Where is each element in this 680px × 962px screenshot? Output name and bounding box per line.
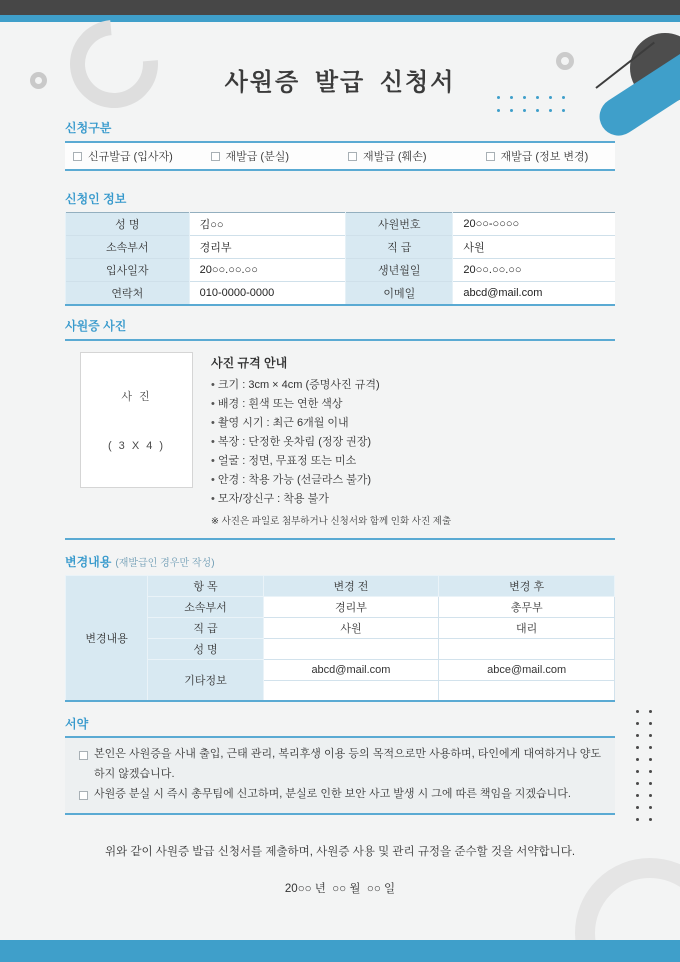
field-value-email: abcd@mail.com bbox=[453, 282, 615, 305]
field-value-name: 김○○ bbox=[189, 213, 346, 236]
list-item: • 복장 : 단정한 옷차림 (정장 권장) bbox=[211, 433, 615, 452]
table-row bbox=[66, 596, 615, 617]
change-after: 대리 bbox=[439, 617, 615, 638]
column-header: 변경 후 bbox=[439, 575, 615, 596]
pledge-box bbox=[65, 736, 615, 815]
checkbox-icon[interactable] bbox=[79, 791, 88, 800]
apply-type-option-reissue-damaged[interactable] bbox=[340, 148, 478, 164]
field-label: 이메일 bbox=[346, 282, 453, 305]
list-item: • 모자/장신구 : 착용 불가 bbox=[211, 490, 615, 509]
pledge-text: 사원증 분실 시 즉시 총무팀에 신고하며, 분실로 인한 보안 사고 발생 시 그에 따른 책임을 지겠습니다. bbox=[94, 787, 571, 800]
column-header: 변경 전 bbox=[263, 575, 439, 596]
checkbox-icon[interactable] bbox=[211, 152, 220, 161]
table-row bbox=[66, 236, 616, 259]
table-row bbox=[66, 638, 615, 659]
top-dark-bar bbox=[0, 0, 680, 15]
applicant-info-table bbox=[65, 212, 615, 306]
closing-statement: 위와 같이 사원증 발급 신청서를 제출하며, 사원증 사용 및 관리 규정을 준수할 것을 서약합니다. bbox=[104, 846, 576, 859]
change-item: 직 급 bbox=[148, 617, 263, 638]
apply-type-options bbox=[65, 141, 615, 171]
table-header-row bbox=[66, 575, 615, 596]
checkbox-icon[interactable] bbox=[486, 152, 495, 161]
field-label: 입사일자 bbox=[66, 259, 190, 282]
table-row bbox=[66, 282, 616, 305]
field-value-position: 사원 bbox=[453, 236, 615, 259]
field-label: 사원번호 bbox=[346, 213, 453, 236]
change-after bbox=[439, 680, 615, 701]
field-value-join-date: 20○○.○○.○○ bbox=[189, 259, 346, 282]
change-before bbox=[263, 680, 439, 701]
changes-table bbox=[65, 575, 615, 703]
change-before: 사원 bbox=[263, 617, 439, 638]
checkbox-icon[interactable] bbox=[348, 152, 357, 161]
table-row bbox=[66, 213, 616, 236]
change-before: abcd@mail.com bbox=[263, 659, 439, 680]
date-line: 20○○ 년 ○○ 월 ○○ 일 bbox=[284, 883, 396, 896]
change-before bbox=[263, 638, 439, 659]
change-before: 경리부 bbox=[263, 596, 439, 617]
pledge-text: 본인은 사원증을 사내 출입, 근태 관리, 복리후생 이용 등의 목적으로만 사용하며, 타인에게 대여하거나 양도하지 않겠습니다. bbox=[94, 748, 601, 780]
section-heading-photo: 사원증 사진 bbox=[65, 318, 127, 333]
change-after: abce@mail.com bbox=[439, 659, 615, 680]
option-label: 재발급 (정보 변경) bbox=[500, 151, 589, 163]
option-label: 신규발급 (입사자) bbox=[88, 151, 173, 163]
apply-type-option-reissue-lost[interactable] bbox=[203, 148, 341, 164]
field-value-phone: 010-0000-0000 bbox=[189, 282, 346, 305]
section-heading-label: 변경내용 bbox=[65, 554, 112, 569]
column-header: 항 목 bbox=[148, 575, 263, 596]
section-heading-pledge: 서약 bbox=[65, 717, 89, 731]
field-label: 생년월일 bbox=[346, 259, 453, 282]
table-row bbox=[66, 659, 615, 680]
photo-guide-list bbox=[211, 376, 615, 509]
photo-placeholder-label: 사 진 bbox=[121, 390, 152, 403]
field-label: 연락처 bbox=[66, 282, 190, 305]
photo-guide-title: 사진 규격 안내 bbox=[211, 355, 288, 370]
section-heading-apply-type: 신청구분 bbox=[65, 121, 112, 135]
bottom-accent-bar bbox=[0, 940, 680, 962]
form-content bbox=[0, 62, 680, 962]
change-after bbox=[439, 638, 615, 659]
change-after: 총무부 bbox=[439, 596, 615, 617]
table-row bbox=[66, 259, 616, 282]
changes-side-label: 변경내용 bbox=[66, 575, 148, 701]
list-item: • 크기 : 3cm × 4cm (증명사진 규격) bbox=[211, 376, 615, 395]
change-item: 소속부서 bbox=[148, 596, 263, 617]
apply-type-option-new[interactable] bbox=[65, 148, 203, 164]
list-item: • 배경 : 흰색 또는 연한 색상 bbox=[211, 395, 615, 414]
field-value-birth-date: 20○○.○○.○○ bbox=[453, 259, 615, 282]
apply-type-option-reissue-infochange[interactable] bbox=[478, 148, 616, 164]
checkbox-icon[interactable] bbox=[73, 152, 82, 161]
field-label: 소속부서 bbox=[66, 236, 190, 259]
field-label: 직 급 bbox=[346, 236, 453, 259]
photo-placeholder-size: ( 3 X 4 ) bbox=[107, 439, 166, 452]
option-label: 재발급 (분실) bbox=[225, 151, 290, 163]
photo-section bbox=[65, 339, 615, 540]
field-value-employee-no: 20○○-○○○○ bbox=[453, 213, 615, 236]
page-title: 사원증 발급 신청서 bbox=[224, 69, 456, 96]
section-heading-applicant: 신청인 정보 bbox=[65, 192, 127, 206]
field-label: 성 명 bbox=[66, 213, 190, 236]
list-item: • 안경 : 착용 가능 (선글라스 불가) bbox=[211, 471, 615, 490]
list-item: • 얼굴 : 정면, 무표정 또는 미소 bbox=[211, 452, 615, 471]
section-heading-changes bbox=[65, 553, 615, 570]
list-item: • 촬영 시기 : 최근 6개월 이내 bbox=[211, 414, 615, 433]
change-item: 성 명 bbox=[148, 638, 263, 659]
photo-placeholder bbox=[80, 352, 193, 488]
change-item: 기타정보 bbox=[148, 659, 263, 701]
option-label: 재발급 (훼손) bbox=[363, 151, 427, 163]
checkbox-icon[interactable] bbox=[79, 751, 88, 760]
section-heading-note: (재발급인 경우만 작성) bbox=[115, 557, 215, 569]
photo-guide bbox=[211, 352, 615, 527]
photo-guide-note: ※ 사진은 파일로 첨부하거나 신청서와 함께 인화 사진 제출 bbox=[211, 515, 452, 527]
table-row bbox=[66, 617, 615, 638]
pledge-item bbox=[79, 785, 601, 805]
pledge-item bbox=[79, 745, 601, 785]
field-value-department: 경리부 bbox=[189, 236, 346, 259]
